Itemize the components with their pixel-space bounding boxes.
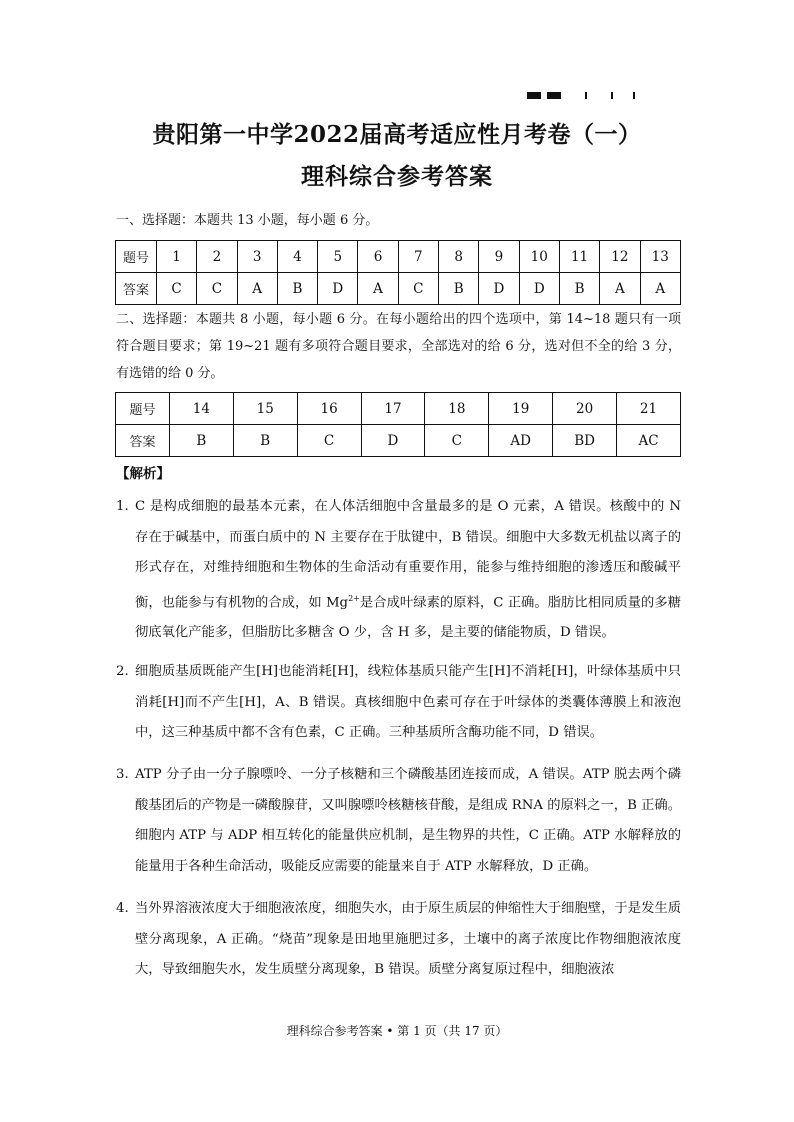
question-number: 1 — [156, 241, 196, 273]
question-number: 21 — [617, 393, 681, 425]
question-number: 8 — [439, 241, 479, 273]
item-text-part: 是合成叶绿素的原料，C 正确。脂肪比相同质量的多糖彻底氧化产能多，但脂肪比多糖含 O 少，含 H 多，是主要的储能物质，D 错误。 — [135, 594, 681, 641]
question-number: 17 — [361, 393, 425, 425]
table-row-numbers — [116, 241, 681, 273]
answer-cell: A — [600, 273, 640, 305]
answer-cell: B — [439, 273, 479, 305]
row-label: 题号 — [116, 241, 157, 273]
question-number: 10 — [519, 241, 559, 273]
superscript: 2+ — [348, 593, 360, 603]
answer-table-1 — [115, 240, 681, 305]
item-number: 3. — [116, 767, 129, 782]
item-text: ATP 分子由一分子腺嘌呤、一分子核糖和三个磷酸基团连接而成，A 错误。ATP 脱去两个磷酸基团后的产物是一磷酸腺苷，又叫腺嘌呤核糖核苷酸，是组成 RNA 的原料之一，B 正确。细胞内 ATP 与 ADP 相互转化的能量供应机制，是生物界的共性，C 正确。ATP 水解释放的能量用于各种生命活动，吸能反应需要的能量来自于 ATP 水解释放，D 正确。 — [135, 767, 681, 874]
header-decoration-marks — [527, 92, 677, 100]
analysis-heading: 【解析】 — [116, 466, 170, 482]
item-number: 4. — [116, 901, 129, 916]
item-text: 细胞质基质既能产生[H]也能消耗[H]，线粒体基质只能产生[H]不消耗[H]，叶绿体基质中只消耗[H]而不产生[H]，A、B 错误。真核细胞中色素可存在于叶绿体的类囊体薄膜上和液泡中，这三种基质中都不含有色素，C 正确。三种基质所含酶功能不同，D 错误。 — [135, 664, 681, 740]
question-number: 6 — [358, 241, 398, 273]
question-number: 18 — [425, 393, 489, 425]
answer-cell: A — [237, 273, 277, 305]
question-number: 5 — [318, 241, 358, 273]
answer-cell: A — [640, 273, 680, 305]
question-number: 2 — [197, 241, 237, 273]
row-label: 题号 — [116, 393, 170, 425]
page-footer: 理科综合参考答案 • 第 1 页（共 17 页） — [286, 1024, 508, 1038]
answer-cell: C — [425, 425, 489, 457]
question-number: 9 — [479, 241, 519, 273]
analysis-item — [116, 760, 681, 882]
answer-cell: AD — [489, 425, 553, 457]
answer-cell: D — [479, 273, 519, 305]
answer-cell: A — [358, 273, 398, 305]
section1-heading: 一、选择题：本题共 13 小题，每小题 6 分。 — [116, 213, 379, 228]
answer-cell: D — [361, 425, 425, 457]
question-number: 15 — [233, 393, 297, 425]
section2-heading: 二、选择题：本题共 8 小题，每小题 6 分。在每小题给出的四个选项中，第 14~18 题只有一项符合题目要求；第 19~21 题有多项符合题目要求，全部选对的给 6 分，选对但不全的给 3 分，有选错的给 0 分。 — [116, 312, 681, 381]
table-row-answers — [116, 425, 681, 457]
item-number: 2. — [116, 664, 129, 679]
question-number: 13 — [640, 241, 680, 273]
answer-cell: B — [169, 425, 233, 457]
item-number: 1. — [116, 499, 129, 514]
question-number: 14 — [169, 393, 233, 425]
answer-cell: B — [233, 425, 297, 457]
question-number: 7 — [398, 241, 438, 273]
question-number: 4 — [277, 241, 317, 273]
answer-cell: D — [318, 273, 358, 305]
item-text — [135, 492, 681, 649]
row-label: 答案 — [116, 273, 157, 305]
answer-cell: B — [559, 273, 599, 305]
row-label: 答案 — [116, 425, 170, 457]
analysis-item — [116, 657, 681, 749]
answer-cell: C — [197, 273, 237, 305]
question-number: 12 — [600, 241, 640, 273]
table-row-answers — [116, 273, 681, 305]
question-number: 20 — [553, 393, 617, 425]
answer-cell: D — [519, 273, 559, 305]
question-number: 16 — [297, 393, 361, 425]
item-text: 当外界溶液浓度大于细胞液浓度，细胞失水，由于原生质层的伸缩性大于细胞壁，于是发生质壁分离现象，A 正确。“烧苗”现象是田地里施肥过多，土壤中的离子浓度比作物细胞液浓度大，导致细胞失水，发生质壁分离现象，B 错误。质壁分离复原过程中，细胞液浓 — [135, 901, 681, 977]
answer-cell: C — [297, 425, 361, 457]
answer-cell: B — [277, 273, 317, 305]
question-number: 19 — [489, 393, 553, 425]
question-number: 3 — [237, 241, 277, 273]
answer-cell: C — [156, 273, 196, 305]
analysis-item — [116, 492, 681, 649]
analysis-item — [116, 894, 681, 986]
question-number: 11 — [559, 241, 599, 273]
item-text-part: C 是构成细胞的最基本元素，在人体活细胞中含量最多的是 O 元素，A 错误。核酸中的 N 存在于碱基中，而蛋白质中的 N 主要存在于肽键中，B 错误。细胞中大多数无机盐以离子的形式存在，对维持细胞和生物体的生命活动有重要作用，能参与维持细胞的渗透压和酸碱平衡，也能参与有机物的合成，如 Mg — [135, 499, 681, 610]
answer-cell: C — [398, 273, 438, 305]
answer-cell: AC — [617, 425, 681, 457]
table-row-numbers — [116, 393, 681, 425]
answer-table-2 — [115, 392, 681, 457]
page-title: 贵阳第一中学2022届高考适应性月考卷（一） — [152, 121, 642, 148]
page-subtitle: 理科综合参考答案 — [301, 163, 493, 190]
answer-cell: BD — [553, 425, 617, 457]
